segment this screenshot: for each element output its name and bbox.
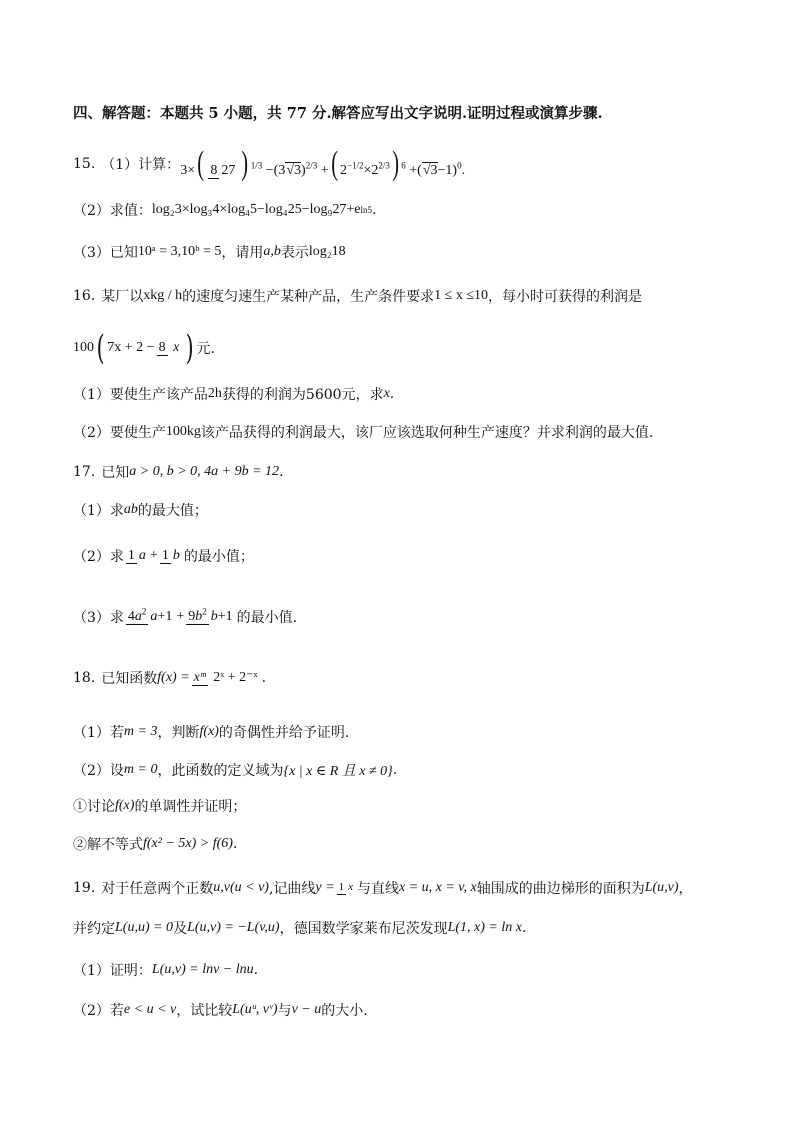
q18-sub2 xyxy=(73,834,237,854)
q16-condition: 1 ≤ x ≤10 xyxy=(434,288,489,303)
q19-lines: x = u, x = v, x xyxy=(398,880,477,895)
q15-p3-target: log₂18 xyxy=(308,244,346,259)
q15-p1-expression: 3×( 8 27 ) $^{1/3} -(3√3)^{2/3}$ +( $2^{-1/2}\times 2^{2/3}$) $^6 +(√3-1)^0$. xyxy=(180,145,466,182)
q17-p1-b: 的最大值； xyxy=(137,503,208,519)
q18-p1-b: ，判断 xyxy=(157,725,200,741)
q16-p2-a: （2）要使生产 xyxy=(73,425,166,441)
q18-number: 18. xyxy=(73,670,96,686)
q18-p1-m: m = 3 xyxy=(123,724,158,739)
q18-fx: f(x) = xyxy=(157,670,190,685)
q19-luv: L(u,v) xyxy=(644,880,679,895)
q15-number: 15. xyxy=(73,156,96,172)
q16-p1-a: （1）要使生产该产品 xyxy=(73,387,208,403)
q17-number: 17. xyxy=(73,464,96,480)
q19-l2-d: . xyxy=(521,920,527,936)
q18-part2 xyxy=(73,760,397,780)
q19-p2-b: ，试比较 xyxy=(176,1003,233,1019)
q16-frac-den: x xyxy=(173,339,180,355)
q17-p3-b: 的最小值. xyxy=(236,610,298,626)
q19-line2 xyxy=(73,918,526,938)
q16-profit-inner: 7x + 2 − xyxy=(107,340,155,355)
q16-p1-d: . xyxy=(389,386,395,402)
q17-intro xyxy=(73,462,284,482)
q15-p3-ab: a,b xyxy=(263,244,281,259)
q19-intro-c: 与直线 xyxy=(356,881,399,897)
q16-intro-b: 的速度匀速生产某种产品，生产条件要求 xyxy=(182,289,435,305)
q19-l2-a: 并约定 xyxy=(73,921,115,937)
q19-p2-d: 的大小. xyxy=(321,1003,368,1019)
q17-p2-b: 的最小值； xyxy=(183,549,254,565)
q18-p2-b: ，此函数的定义域为 xyxy=(157,763,284,779)
q19-p2-difference: v − u xyxy=(291,1002,322,1017)
q18-sub1 xyxy=(73,796,246,816)
q18-p2-domain: {x | x ∈ R 且 x ≠ 0} xyxy=(283,764,393,779)
q19-intro-b: ,记曲线 xyxy=(268,881,316,897)
q15-p2-expression: log₂3×log₃4×log₄5−log₄25−log₉27+e xyxy=(151,202,361,217)
q19-p2-expression: L(uᵘ, vᵛ) xyxy=(232,1002,278,1017)
q18-intro xyxy=(73,658,266,698)
q19-uv: u,v(u < v) xyxy=(213,880,269,895)
q16-profit-unit: 元. xyxy=(196,341,215,357)
q16-p1-value: 5600元 xyxy=(305,387,356,403)
q15-p2-label: （2）求值： xyxy=(73,203,152,219)
q15-p3-text2: 表示 xyxy=(280,245,309,261)
q16-profit-formula: 100 ( 7x + 2 − 8 x ) 元. xyxy=(73,328,215,368)
q19-l2-c: ，德国数学家莱布尼茨发现 xyxy=(279,921,448,937)
q19-number: 19. xyxy=(73,880,96,896)
q15-part1 xyxy=(73,144,465,184)
q18-p1-c: 的奇偶性并给予证明. xyxy=(218,725,350,741)
q17-intro-text: 已知 xyxy=(101,465,130,481)
q19-part1 xyxy=(73,960,258,980)
q18-p2-m: m = 0 xyxy=(123,762,158,777)
q15-p1-label: （1）计算： xyxy=(101,157,181,173)
q17-p3-frac-a: $4a^2$ a+1 xyxy=(127,606,173,624)
q15-p3-label: （3）已知 xyxy=(73,245,138,261)
q17-p2-a: （2）求 xyxy=(73,549,124,565)
q18-s2-b: . xyxy=(232,836,238,852)
q19-curve-y: y = xyxy=(315,880,335,895)
q16-p1-c: ，求 xyxy=(355,387,384,403)
q16-p2-kg: 100kg xyxy=(165,424,201,439)
section-heading xyxy=(73,102,603,123)
q15-p3-text: ，请用 xyxy=(221,245,264,261)
q19-l2-c3: L(1, x) = ln x xyxy=(447,920,522,935)
q19-curve-frac: 1 x xyxy=(338,881,353,894)
q19-p1-b: . xyxy=(253,962,259,978)
q16-intro-c: ，每小时可获得的利润是 xyxy=(488,289,643,305)
q19-intro xyxy=(73,870,693,906)
q17-p1-a: （1）求 xyxy=(73,503,124,519)
q19-p2-condition: e < u < v xyxy=(123,1002,177,1017)
q19-l2-b: 及 xyxy=(173,921,188,937)
q15-p3-condition: 10ᵃ = 3,10ᵇ = 5 xyxy=(137,244,222,259)
q16-p1-x: x xyxy=(383,386,390,401)
q16-number: 16. xyxy=(73,288,96,304)
q16-p2-b: 该产品获得的利润最大，该厂应该选取何种生产速度？并求利润的最大值. xyxy=(200,425,654,441)
q19-p1-equation: L(u,v) = lnv − lnu xyxy=(151,962,254,977)
q15-part2: （2）求值： log₂3×log₃4×log₄5−log₄25−log₉27+e ln5 . xyxy=(73,202,377,219)
q19-intro-a: 对于任意两个正数 xyxy=(101,881,214,897)
q17-part1 xyxy=(73,500,208,520)
q19-intro-d: 轴围成的曲边梯形的面积为 xyxy=(476,881,645,897)
q16-profit-fraction xyxy=(157,340,182,356)
q16-intro xyxy=(73,286,642,306)
q16-part1 xyxy=(73,384,394,404)
q18-s1-fx: f(x) xyxy=(115,798,135,813)
q18-p2-c: . xyxy=(392,762,398,778)
q18-s1-b: 的单调性并证明； xyxy=(134,799,247,815)
section-heading-text: 四、解答题：本题共 5 小题，共 77 分.解答应写出文字说明.证明过程或演算步骤. xyxy=(73,105,603,122)
q18-frac-num: xᵐ xyxy=(193,669,206,685)
q19-p2-c: 与 xyxy=(277,1003,292,1019)
q16-intro-a: 某厂以 xyxy=(101,289,144,305)
q15-p2-end: . xyxy=(371,202,377,218)
q18-frac-den: 2ˣ + 2⁻ˣ xyxy=(213,669,258,685)
q19-part2 xyxy=(73,1000,368,1020)
q17-p1-ab: ab xyxy=(123,502,138,517)
q18-p2-a: （2）设 xyxy=(73,763,124,779)
q19-p2-a: （2）若 xyxy=(73,1003,124,1019)
q17-part3: （3）求 $4a^2$ a+1 + $9b^2$ b+1 的最小值. xyxy=(73,606,298,626)
q18-p1-a: （1）若 xyxy=(73,725,124,741)
q16-frac-num: 8 xyxy=(158,339,166,355)
q19-intro-e: ， xyxy=(678,881,693,897)
q18-fraction xyxy=(192,670,260,686)
q17-p2-frac-a: 1 a xyxy=(127,547,146,563)
q18-s1-a: ①讨论 xyxy=(73,799,115,815)
q17-end: . xyxy=(279,464,284,480)
q16-profit-coefficient: 100 xyxy=(73,340,94,355)
q18-end: . xyxy=(261,670,267,686)
q18-s2-inequality: f(x² − 5x) > f(6) xyxy=(143,836,233,851)
q18-intro-text: 已知函数 xyxy=(101,671,158,687)
q17-part2: （2）求 1 a + 1 b 的最小值； xyxy=(73,547,254,565)
q17-p3-a: （3）求 xyxy=(73,610,124,626)
q19-l2-c1: L(u,u) = 0 xyxy=(115,920,174,935)
q16-p1-b: 获得的利润为 xyxy=(221,387,306,403)
q17-p3-frac-b: $9b^2$ b+1 xyxy=(188,606,233,624)
q17-condition: a > 0, b > 0, 4a + 9b = 12 xyxy=(129,464,280,479)
q15-part3 xyxy=(73,242,346,262)
q18-part1 xyxy=(73,722,349,742)
q16-speed: xkg / h xyxy=(143,288,183,303)
q18-p1-fx: f(x) xyxy=(199,724,219,739)
q16-p1-h: 2h xyxy=(207,386,222,401)
q19-p1-a: （1）证明： xyxy=(73,963,152,979)
q19-l2-c2: L(u,v) = −L(v,u) xyxy=(187,920,280,935)
q17-p2-frac-b: 1 b xyxy=(161,547,180,563)
q18-s2-a: ②解不等式 xyxy=(73,837,143,853)
q16-part2 xyxy=(73,422,653,442)
